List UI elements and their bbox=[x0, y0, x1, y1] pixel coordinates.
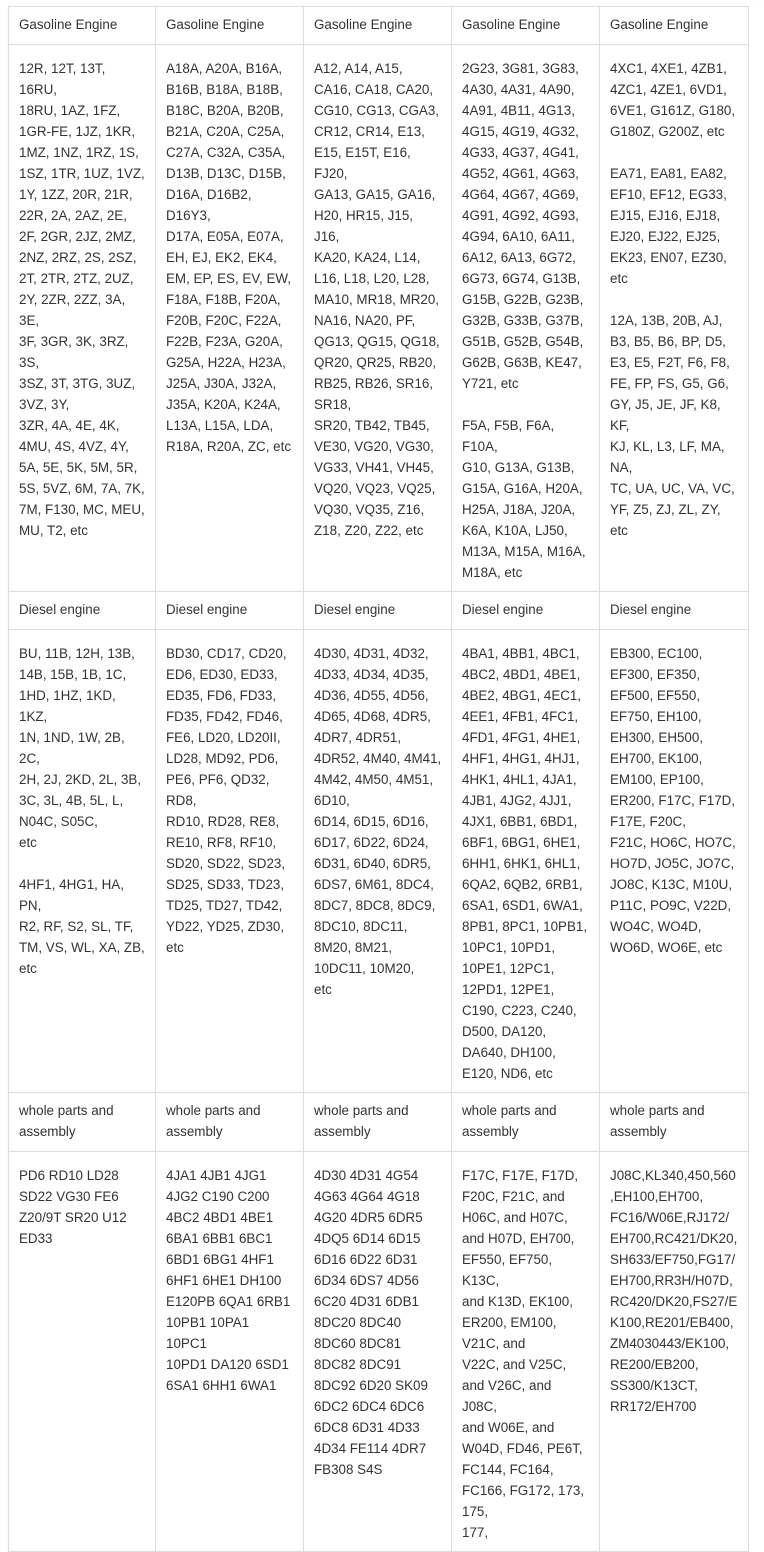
cell-line: 10PE1, 12PC1, bbox=[462, 961, 555, 976]
cell-line: 18RU, 1AZ, 1FZ, bbox=[19, 103, 121, 118]
cell-line: 2NZ, 2RZ, 2S, 2SZ, bbox=[19, 250, 137, 265]
cell-line: 4EE1, 4FB1, 4FC1, bbox=[462, 709, 579, 724]
cell-line: 8PB1, 8PC1, 10PB1, bbox=[462, 919, 588, 934]
cell-line: FC144, FC164, bbox=[462, 1462, 554, 1477]
table-cell bbox=[452, 45, 600, 592]
column-header: whole parts and assembly bbox=[452, 1093, 600, 1152]
cell-line: TD25, TD27, TD42, bbox=[166, 898, 283, 913]
cell-line: 6BD1 6BG1 4HF1 bbox=[166, 1252, 274, 1267]
cell-line: 4G91, 4G92, 4G93, bbox=[462, 208, 579, 223]
cell-line: 3VZ, 3Y, bbox=[19, 397, 70, 412]
cell-line: ,EH100,EH700, bbox=[610, 1189, 704, 1204]
cell-line: G15A, G16A, H20A, bbox=[462, 481, 583, 496]
cell-line: 4BA1, 4BB1, 4BC1, bbox=[462, 646, 580, 661]
cell-line: 1HD, 1HZ, 1KD, 1KZ, bbox=[19, 688, 116, 724]
table-cell bbox=[304, 630, 452, 1093]
cell-line: 4JB1, 4JG2, 4JJ1, bbox=[462, 793, 572, 808]
cell-line: 4G64, 4G67, 4G69, bbox=[462, 187, 579, 202]
column-header: Gasoline Engine bbox=[452, 7, 600, 45]
cell-line: G25A, H22A, H23A, bbox=[166, 355, 286, 370]
cell-line: 4G52, 4G61, 4G63, bbox=[462, 166, 579, 181]
cell-line: 4DR7, 4DR51, bbox=[314, 730, 402, 745]
column-header: Diesel engine bbox=[600, 592, 749, 630]
cell-line: F17E, F20C, bbox=[610, 814, 686, 829]
cell-line: 3C, 3L, 4B, 5L, L, bbox=[19, 793, 124, 808]
cell-line: 175, bbox=[462, 1504, 489, 1519]
cell-line: 4FD1, 4FG1, 4HE1, bbox=[462, 730, 581, 745]
cell-line: C27A, C32A, C35A, bbox=[166, 145, 286, 160]
cell-line: KJ, KL, L3, LF, MA, bbox=[610, 439, 725, 454]
cell-line: 8DC60 8DC81 bbox=[314, 1336, 402, 1351]
cell-line: SD20, SD22, SD23, bbox=[166, 856, 286, 871]
cell-line: MA10, MR18, MR20, bbox=[314, 292, 440, 307]
cell-line: 6BF1, 6BG1, 6HE1, bbox=[462, 835, 581, 850]
table-cell bbox=[9, 1152, 156, 1552]
column-header: whole parts and assembly bbox=[9, 1093, 156, 1152]
cell-line: VG33, VH41, VH45, bbox=[314, 460, 434, 475]
cell-line: M18A, etc bbox=[462, 565, 523, 580]
cell-line: CG10, CG13, CGA3, bbox=[314, 103, 440, 118]
cell-line: RE200/EB200, bbox=[610, 1357, 699, 1372]
cell-line: 5S, 5VZ, 6M, 7A, 7K, bbox=[19, 481, 145, 496]
cell-line: FB308 S4S bbox=[314, 1462, 383, 1477]
cell-line: 6DC8 6D31 4D33 bbox=[314, 1420, 420, 1435]
cell-line: 10PC1 bbox=[166, 1336, 207, 1351]
cell-line: SD22 VG30 FE6 bbox=[19, 1189, 119, 1204]
cell-line: 6D17, 6D22, 6D24, bbox=[314, 835, 429, 850]
cell-line: etc bbox=[314, 982, 332, 997]
cell-line: M13A, M15A, M16A, bbox=[462, 544, 586, 559]
cell-line: and V26C, and J08C, bbox=[462, 1378, 552, 1414]
cell-line: 5A, 5E, 5K, 5M, 5R, bbox=[19, 460, 138, 475]
cell-line: E15, E15T, E16, FJ20, bbox=[314, 145, 411, 181]
cell-line: EK23, EN07, EZ30, bbox=[610, 250, 727, 265]
cell-line: 2T, 2TR, 2TZ, 2UZ, bbox=[19, 271, 134, 286]
column-header: Diesel engine bbox=[304, 592, 452, 630]
cell-line: EH, EJ, EK2, EK4, bbox=[166, 250, 277, 265]
cell-line: 10DC11, 10M20, bbox=[314, 961, 415, 976]
cell-line: 4BC2, 4BD1, 4BE1, bbox=[462, 667, 581, 682]
cell-line: 3SZ, 3T, 3TG, 3UZ, bbox=[19, 376, 136, 391]
cell-line: K6A, K10A, LJ50, bbox=[462, 523, 568, 538]
cell-line: 1Y, 1ZZ, 20R, 21R, bbox=[19, 187, 133, 202]
cell-line: 6D16 6D22 6D31 bbox=[314, 1252, 418, 1267]
cell-line: F22B, F23A, G20A, bbox=[166, 334, 283, 349]
cell-line: SH633/EF750,FG17/ bbox=[610, 1252, 736, 1267]
cell-line: YF, Z5, ZJ, ZL, ZY, etc bbox=[610, 502, 721, 538]
cell-line: C190, C223, C240, bbox=[462, 1003, 577, 1018]
cell-line: 1GR-FE, 1JZ, 1KR, bbox=[19, 124, 136, 139]
cell-line: 4G15, 4G19, 4G32, bbox=[462, 124, 579, 139]
cell-line: 8M20, 8M21, bbox=[314, 940, 393, 955]
cell-line: G10, G13A, G13B, bbox=[462, 460, 575, 475]
cell-line: 6QA2, 6QB2, 6RB1, bbox=[462, 877, 583, 892]
cell-line: N04C, S05C, bbox=[19, 814, 98, 829]
cell-line: 6C20 4D31 6DB1 bbox=[314, 1294, 419, 1309]
cell-line: 4D33, 4D34, 4D35, bbox=[314, 667, 429, 682]
cell-line: 4G20 4DR5 6DR5 bbox=[314, 1210, 423, 1225]
cell-line: 14B, 15B, 1B, 1C, bbox=[19, 667, 127, 682]
cell-line: 3F, 3GR, 3K, 3RZ, 3S, bbox=[19, 334, 129, 370]
cell-line: 4JG2 C190 C200 bbox=[166, 1189, 270, 1204]
cell-line: 177, bbox=[462, 1525, 489, 1540]
cell-line: 12R, 12T, 13T, 16RU, bbox=[19, 61, 106, 97]
cell-line: BD30, CD17, CD20, bbox=[166, 646, 287, 661]
cell-line: G15B, G22B, G23B, bbox=[462, 292, 584, 307]
cell-line: 2F, 2GR, 2JZ, 2MZ, bbox=[19, 229, 136, 244]
cell-line: CR12, CR14, E13, bbox=[314, 124, 425, 139]
column-header: whole parts and assembly bbox=[304, 1093, 452, 1152]
cell-line: 2H, 2J, 2KD, 2L, 3B, bbox=[19, 772, 142, 787]
column-header: Gasoline Engine bbox=[304, 7, 452, 45]
cell-line: FC166, FG172, 173, bbox=[462, 1483, 585, 1498]
line-gap bbox=[462, 394, 590, 415]
cell-line: SR20, TB42, TB45, bbox=[314, 418, 430, 433]
cell-line: EH700, EK100, bbox=[610, 751, 703, 766]
cell-line: P11C, PO9C, V22D, bbox=[610, 898, 732, 913]
cell-line: W04D, FD46, PE6T, bbox=[462, 1441, 583, 1456]
cell-line: B3, B5, B6, BP, D5, bbox=[610, 334, 726, 349]
cell-line: E3, E5, F2T, F6, F8, bbox=[610, 355, 730, 370]
line-gap bbox=[19, 853, 146, 874]
cell-line: VE30, VG20, VG30, bbox=[314, 439, 434, 454]
table-cell bbox=[304, 1152, 452, 1552]
cell-line: etc bbox=[610, 271, 628, 286]
table-row bbox=[9, 1152, 749, 1552]
cell-line: RC420/DK20,FS27/E bbox=[610, 1294, 738, 1309]
table-cell bbox=[156, 1152, 304, 1552]
cell-line: MU, T2, etc bbox=[19, 523, 88, 538]
cell-line: and W06E, and bbox=[462, 1420, 555, 1435]
cell-line: 7M, F130, MC, MEU, bbox=[19, 502, 145, 517]
cell-line: PE6, PF6, QD32, bbox=[166, 772, 270, 787]
cell-line: 1SZ, 1TR, 1UZ, 1VZ, bbox=[19, 166, 145, 181]
cell-line: V21C, and bbox=[462, 1336, 526, 1351]
cell-line: ED6, ED30, ED33, bbox=[166, 667, 278, 682]
cell-line: 4A30, 4A31, 4A90, bbox=[462, 82, 575, 97]
cell-line: and K13D, EK100, bbox=[462, 1294, 573, 1309]
cell-line: 4JA1 4JB1 4JG1 bbox=[166, 1168, 267, 1183]
cell-line: R18A, R20A, ZC, etc bbox=[166, 439, 292, 454]
cell-line: 12A, 13B, 20B, AJ, bbox=[610, 313, 723, 328]
cell-line: 8DC7, 8DC8, 8DC9, bbox=[314, 898, 436, 913]
cell-line: 2G23, 3G81, 3G83, bbox=[462, 61, 579, 76]
header-row-whole-parts-assembly bbox=[9, 1093, 749, 1152]
cell-line: 4D65, 4D68, 4DR5, bbox=[314, 709, 431, 724]
cell-line: 4HK1, 4HL1, 4JA1, bbox=[462, 772, 577, 787]
cell-line: 8DC92 6D20 SK09 bbox=[314, 1378, 428, 1393]
column-header: Gasoline Engine bbox=[9, 7, 156, 45]
cell-line: 4D30, 4D31, 4D32, bbox=[314, 646, 429, 661]
cell-line: 6DC2 6DC4 6DC6 bbox=[314, 1399, 425, 1414]
cell-line: etc bbox=[19, 835, 37, 850]
cell-line: EM, EP, ES, EV, EW, bbox=[166, 271, 292, 286]
cell-line: A12, A14, A15, bbox=[314, 61, 403, 76]
cell-line: SD25, SD33, TD23, bbox=[166, 877, 285, 892]
cell-line: 6HH1, 6HK1, 6HL1, bbox=[462, 856, 581, 871]
cell-line: EF500, EF550, bbox=[610, 688, 701, 703]
cell-line: J35A, K20A, K24A, bbox=[166, 397, 281, 412]
cell-line: 6BA1 6BB1 6BC1 bbox=[166, 1231, 273, 1246]
cell-line: 6G73, 6G74, G13B, bbox=[462, 271, 581, 286]
cell-line: H20, HR15, J15, J16, bbox=[314, 208, 413, 244]
cell-line: EH300, EH500, bbox=[610, 730, 704, 745]
cell-line: 10PD1 DA120 6SD1 bbox=[166, 1357, 289, 1372]
cell-line: D500, DA120, bbox=[462, 1024, 547, 1039]
cell-line: 4D34 FE114 4DR7 bbox=[314, 1441, 427, 1456]
column-header: whole parts and assembly bbox=[600, 1093, 749, 1152]
cell-line: 6D34 6DS7 4D56 bbox=[314, 1273, 419, 1288]
cell-line: G180Z, G200Z, etc bbox=[610, 124, 725, 139]
table-cell bbox=[304, 45, 452, 592]
cell-line: EH700,RC421/DK20, bbox=[610, 1231, 738, 1246]
table-cell bbox=[9, 45, 156, 592]
cell-line: RR172/EH700 bbox=[610, 1399, 697, 1414]
cell-line: SR18, bbox=[314, 397, 352, 412]
cell-line: 6D14, 6D15, 6D16, bbox=[314, 814, 429, 829]
cell-line: HO7D, JO5C, JO7C, bbox=[610, 856, 735, 871]
cell-line: 4A91, 4B11, 4G13, bbox=[462, 103, 575, 118]
cell-line: YD22, YD25, ZD30, bbox=[166, 919, 285, 934]
cell-line: FE6, LD20, LD20II, bbox=[166, 730, 281, 745]
cell-line: 22R, 2A, 2AZ, 2E, bbox=[19, 208, 127, 223]
cell-line: 6D10, bbox=[314, 793, 350, 808]
cell-line: 4D36, 4D55, 4D56, bbox=[314, 688, 429, 703]
table-cell bbox=[452, 630, 600, 1093]
cell-line: 1N, 1ND, 1W, 2B, 2C, bbox=[19, 730, 125, 766]
cell-line: H06C, and H07C, bbox=[462, 1210, 568, 1225]
cell-line: F18A, F18B, F20A, bbox=[166, 292, 281, 307]
cell-line: JO8C, K13C, M10U, bbox=[610, 877, 733, 892]
cell-line: LD28, MD92, PD6, bbox=[166, 751, 279, 766]
cell-line: K100,RE201/EB400, bbox=[610, 1315, 734, 1330]
cell-line: WO4C, WO4D, bbox=[610, 919, 702, 934]
cell-line: BU, 11B, 12H, 13B, bbox=[19, 646, 135, 661]
table-row bbox=[9, 630, 749, 1093]
cell-line: F17C, F17E, F17D, bbox=[462, 1168, 579, 1183]
cell-line: G62B, G63B, KE47, bbox=[462, 355, 582, 370]
cell-line: 6DS7, 6M61, 8DC4, bbox=[314, 877, 434, 892]
cell-line: EB300, EC100, bbox=[610, 646, 703, 661]
cell-line: EA71, EA81, EA82, bbox=[610, 166, 727, 181]
cell-line: VQ20, VQ23, VQ25, bbox=[314, 481, 436, 496]
cell-line: B16B, B18A, B18B, bbox=[166, 82, 283, 97]
cell-line: D16A, D16B2, bbox=[166, 187, 252, 202]
cell-line: 6D31, 6D40, 6DR5, bbox=[314, 856, 431, 871]
cell-line: RD10, RD28, RE8, bbox=[166, 814, 280, 829]
cell-line: GA13, GA15, GA16, bbox=[314, 187, 436, 202]
cell-line: 4DQ5 6D14 6D15 bbox=[314, 1231, 421, 1246]
cell-line: 6A12, 6A13, 6G72, bbox=[462, 250, 576, 265]
cell-line: D17A, E05A, E07A, bbox=[166, 229, 284, 244]
cell-line: F20B, F20C, F22A, bbox=[166, 313, 282, 328]
cell-line: ER200, F17C, F17D, bbox=[610, 793, 736, 808]
cell-line: D13B, D13C, D15B, bbox=[166, 166, 286, 181]
cell-line: Z18, Z20, Z22, etc bbox=[314, 523, 424, 538]
cell-line: 4G63 4G64 4G18 bbox=[314, 1189, 420, 1204]
cell-line: EJ15, EJ16, EJ18, bbox=[610, 208, 721, 223]
cell-line: EF550, EF750, K13C, bbox=[462, 1252, 553, 1288]
cell-line: RB25, RB26, SR16, bbox=[314, 376, 434, 391]
cell-line: 4ZC1, 4ZE1, 6VD1, bbox=[610, 82, 727, 97]
column-header: Diesel engine bbox=[156, 592, 304, 630]
cell-line: GY, J5, JE, JF, K8, KF, bbox=[610, 397, 721, 433]
cell-line: 4BC2 4BD1 4BE1 bbox=[166, 1210, 274, 1225]
cell-line: L13A, L15A, LDA, bbox=[166, 418, 274, 433]
line-gap bbox=[610, 289, 739, 310]
cell-line: 10PB1 10PA1 bbox=[166, 1315, 250, 1330]
cell-line: 10PC1, 10PD1, bbox=[462, 940, 556, 955]
table-container bbox=[8, 6, 764, 1552]
cell-line: KA20, KA24, L14, bbox=[314, 250, 421, 265]
cell-line: WO6D, WO6E, etc bbox=[610, 940, 723, 955]
cell-line: NA, bbox=[610, 460, 633, 475]
cell-line: Y721, etc bbox=[462, 376, 519, 391]
cell-line: EM100, EP100, bbox=[610, 772, 704, 787]
cell-line: QR20, QR25, RB20, bbox=[314, 355, 437, 370]
cell-line: 2Y, 2ZR, 2ZZ, 3A, 3E, bbox=[19, 292, 126, 328]
cell-line: J08C,KL340,450,560 bbox=[610, 1168, 736, 1183]
column-header: whole parts and assembly bbox=[156, 1093, 304, 1152]
table-cell bbox=[600, 45, 749, 592]
cell-line: TC, UA, UC, VA, VC, bbox=[610, 481, 735, 496]
cell-line: TM, VS, WL, XA, ZB, bbox=[19, 940, 145, 955]
cell-line: Z20/9T SR20 U12 bbox=[19, 1210, 127, 1225]
cell-line: V22C, and V25C, bbox=[462, 1357, 567, 1372]
table-row bbox=[9, 45, 749, 592]
cell-line: etc bbox=[19, 961, 37, 976]
cell-line: R2, RF, S2, SL, TF, bbox=[19, 919, 134, 934]
cell-line: 6HF1 6HE1 DH100 bbox=[166, 1273, 282, 1288]
cell-line: EJ20, EJ22, EJ25, bbox=[610, 229, 721, 244]
table-cell bbox=[9, 630, 156, 1093]
cell-line: F21C, HO6C, HO7C, bbox=[610, 835, 736, 850]
cell-line: 1MZ, 1NZ, 1RZ, 1S, bbox=[19, 145, 139, 160]
column-header: Gasoline Engine bbox=[156, 7, 304, 45]
cell-line: etc bbox=[166, 940, 184, 955]
cell-line: NA16, NA20, PF, bbox=[314, 313, 416, 328]
cell-line: A18A, A20A, B16A, bbox=[166, 61, 283, 76]
cell-line: 8DC10, 8DC11, bbox=[314, 919, 408, 934]
cell-line: FD35, FD42, FD46, bbox=[166, 709, 283, 724]
cell-line: 8DC20 8DC40 bbox=[314, 1315, 402, 1330]
cell-line: 6SA1 6HH1 6WA1 bbox=[166, 1378, 277, 1393]
cell-line: and H07D, EH700, bbox=[462, 1231, 575, 1246]
cell-line: FE, FP, FS, G5, G6, bbox=[610, 376, 729, 391]
cell-line: F5A, F5B, F6A, F10A, bbox=[462, 418, 555, 454]
line-gap bbox=[610, 142, 739, 163]
cell-line: 4BE2, 4BG1, 4EC1, bbox=[462, 688, 582, 703]
cell-line: ED33 bbox=[19, 1231, 53, 1246]
cell-line: EH700,RR3H/H07D, bbox=[610, 1273, 733, 1288]
cell-line: F20C, F21C, and bbox=[462, 1189, 565, 1204]
column-header: Diesel engine bbox=[452, 592, 600, 630]
table-cell bbox=[452, 1152, 600, 1552]
cell-line: 4HF1, 4HG1, HA, PN, bbox=[19, 877, 124, 913]
cell-line: E120, ND6, etc bbox=[462, 1066, 553, 1081]
cell-line: 6VE1, G161Z, G180, bbox=[610, 103, 736, 118]
cell-line: 4JX1, 6BB1, 6BD1, bbox=[462, 814, 578, 829]
cell-line: 4G33, 4G37, 4G41, bbox=[462, 145, 579, 160]
cell-line: 4M42, 4M50, 4M51, bbox=[314, 772, 434, 787]
cell-line: 12PD1, 12PE1, bbox=[462, 982, 555, 997]
cell-line: ER200, EM100, bbox=[462, 1315, 557, 1330]
cell-line: B18C, B20A, B20B, bbox=[166, 103, 284, 118]
cell-line: DA640, DH100, bbox=[462, 1045, 556, 1060]
cell-line: RD8, bbox=[166, 793, 197, 808]
cell-line: QG13, QG15, QG18, bbox=[314, 334, 440, 349]
cell-line: 6SA1, 6SD1, 6WA1, bbox=[462, 898, 583, 913]
cell-line: EF750, EH100, bbox=[610, 709, 702, 724]
cell-line: 4DR52, 4M40, 4M41, bbox=[314, 751, 442, 766]
cell-line: G32B, G33B, G37B, bbox=[462, 313, 584, 328]
header-row-diesel-engine bbox=[9, 592, 749, 630]
cell-line: J25A, J30A, J32A, bbox=[166, 376, 277, 391]
cell-line: 4MU, 4S, 4VZ, 4Y, bbox=[19, 439, 129, 454]
cell-line: B21A, C20A, C25A, bbox=[166, 124, 285, 139]
cell-line: RE10, RF8, RF10, bbox=[166, 835, 277, 850]
cell-line: 8DC82 8DC91 bbox=[314, 1357, 402, 1372]
cell-line: EF10, EF12, EG33, bbox=[610, 187, 727, 202]
cell-line: 3ZR, 4A, 4E, 4K, bbox=[19, 418, 120, 433]
engine-compatibility-table bbox=[8, 6, 749, 1552]
cell-line: SS300/K13CT, bbox=[610, 1378, 698, 1393]
table-body bbox=[9, 7, 749, 1552]
cell-line: 4HF1, 4HG1, 4HJ1, bbox=[462, 751, 580, 766]
table-cell bbox=[156, 630, 304, 1093]
header-row-gasoline-engine bbox=[9, 7, 749, 45]
cell-line: E120PB 6QA1 6RB1 bbox=[166, 1294, 291, 1309]
cell-line: ED35, FD6, FD33, bbox=[166, 688, 277, 703]
cell-line: VQ30, VQ35, Z16, bbox=[314, 502, 425, 517]
cell-line: EF300, EF350, bbox=[610, 667, 701, 682]
table-cell bbox=[156, 45, 304, 592]
cell-line: 4D30 4D31 4G54 bbox=[314, 1168, 419, 1183]
cell-line: CA16, CA18, CA20, bbox=[314, 82, 434, 97]
column-header: Gasoline Engine bbox=[600, 7, 749, 45]
table-cell bbox=[600, 630, 749, 1093]
cell-line: ZM4030443/EK100, bbox=[610, 1336, 730, 1351]
column-header: Diesel engine bbox=[9, 592, 156, 630]
cell-line: G51B, G52B, G54B, bbox=[462, 334, 584, 349]
cell-line: D16Y3, bbox=[166, 208, 211, 223]
cell-line: FC16/W06E,RJ172/ bbox=[610, 1210, 730, 1225]
cell-line: 4G94, 6A10, 6A11, bbox=[462, 229, 575, 244]
cell-line: L16, L18, L20, L28, bbox=[314, 271, 430, 286]
table-cell bbox=[600, 1152, 749, 1552]
cell-line: H25A, J18A, J20A, bbox=[462, 502, 576, 517]
cell-line: 4XC1, 4XE1, 4ZB1, bbox=[610, 61, 727, 76]
cell-line: PD6 RD10 LD28 bbox=[19, 1168, 119, 1183]
